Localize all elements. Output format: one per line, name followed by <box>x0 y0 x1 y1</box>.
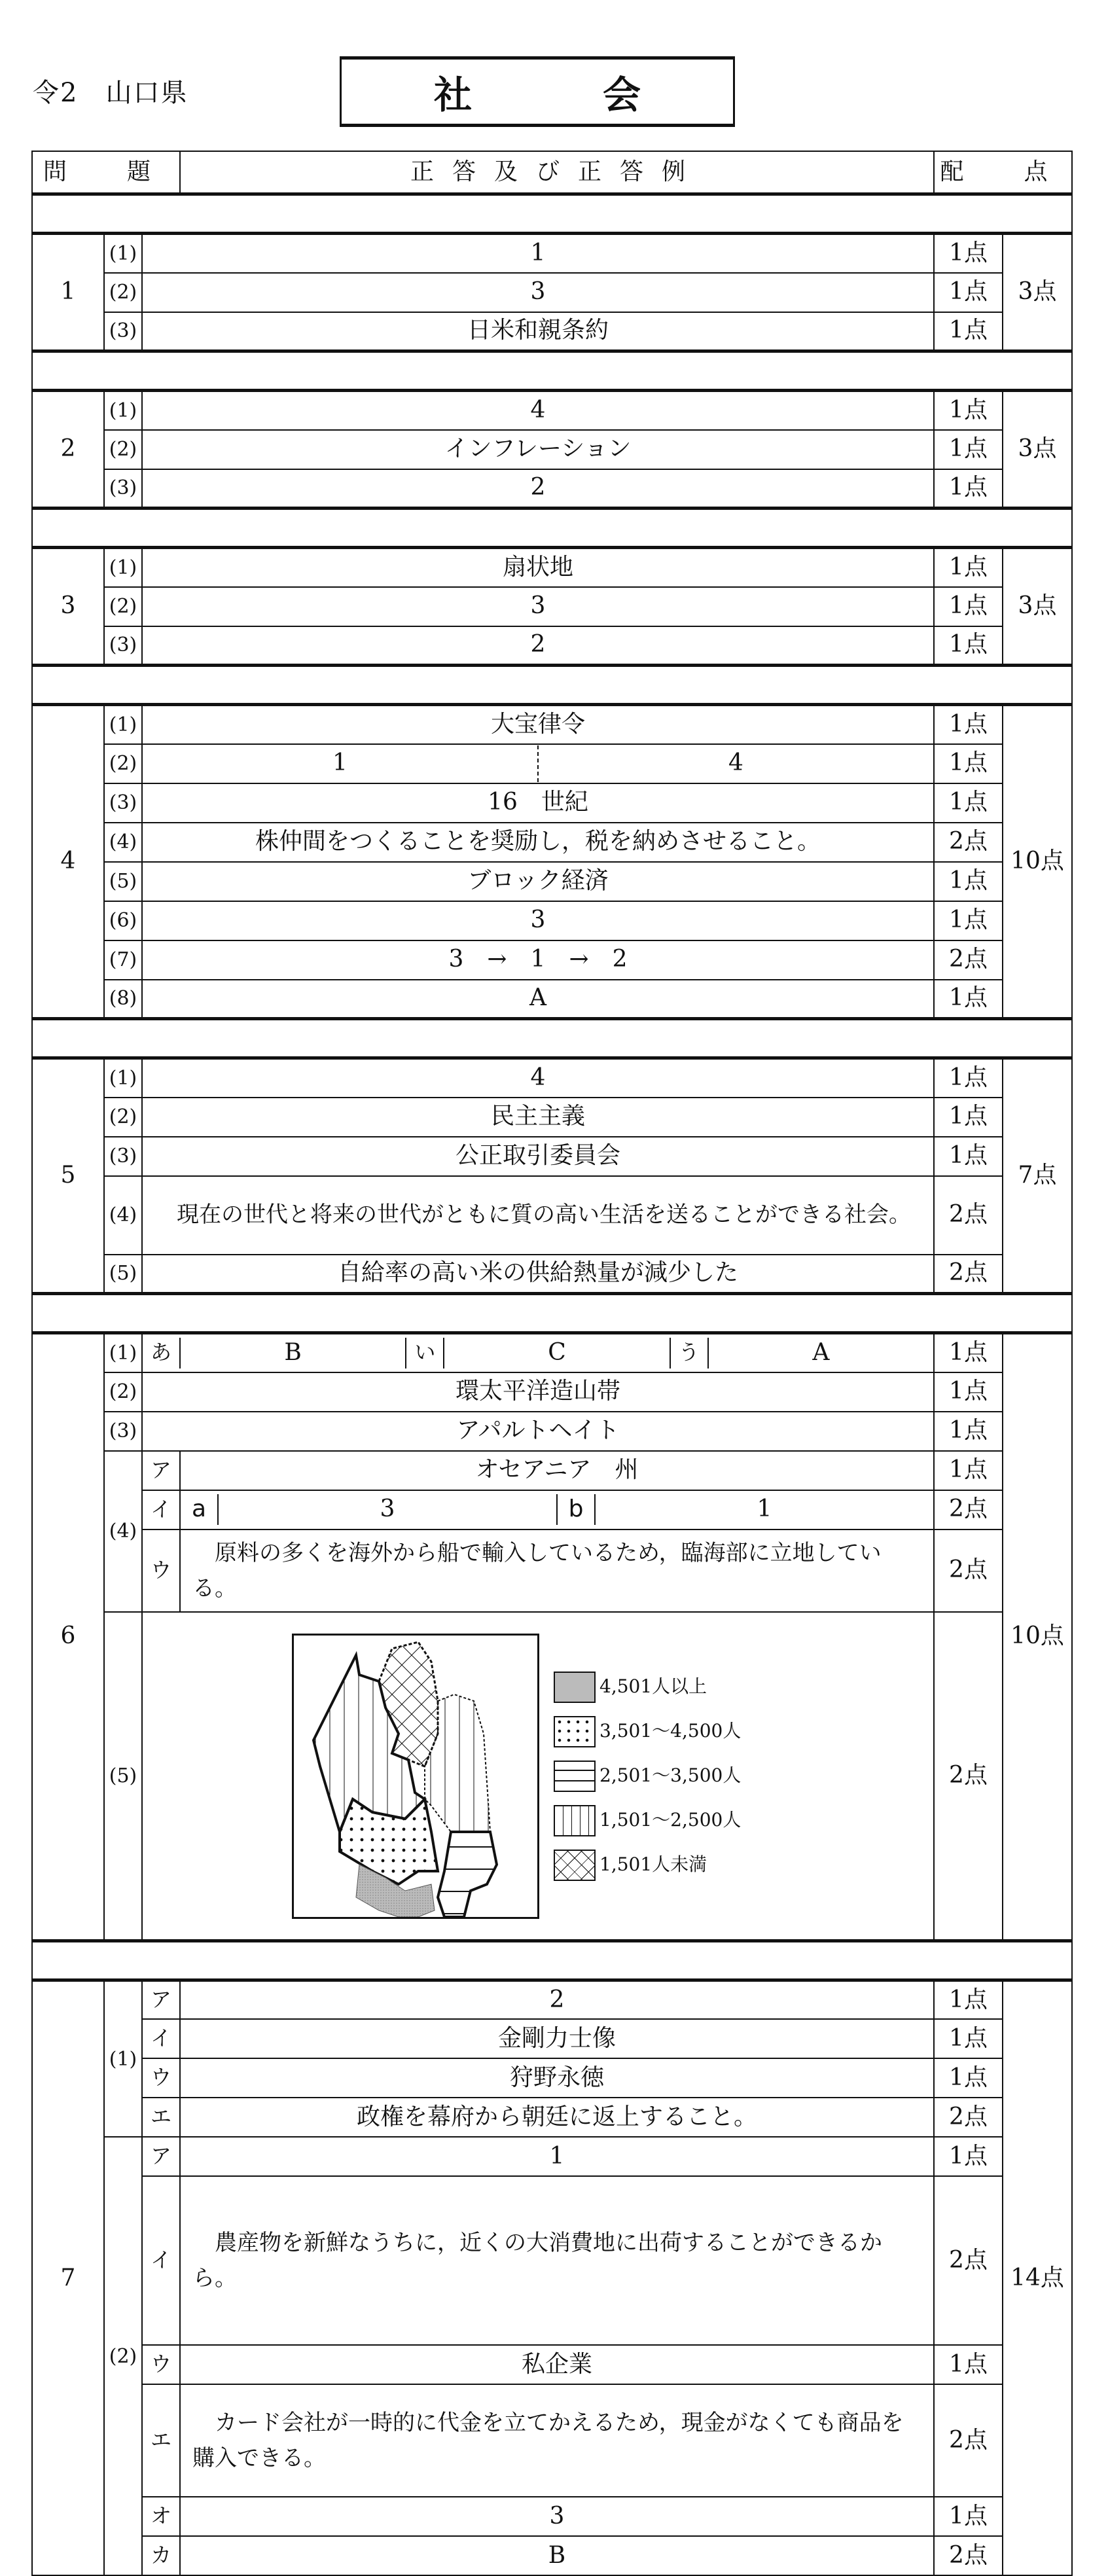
points-cell: 2点 <box>934 1176 1003 1255</box>
points-cell: 2点 <box>934 1530 1003 1613</box>
answer-cell: アパルトヘイト <box>142 1412 934 1451</box>
points-cell: 2点 <box>934 2384 1003 2497</box>
points-cell: 1点 <box>934 2058 1003 2098</box>
answer-cell: 3 <box>142 587 934 626</box>
exam-year-prefecture: 令2 山口県 <box>33 78 188 108</box>
table-row <box>32 705 1072 744</box>
legend-label: 4,501人以上 <box>599 1675 707 1698</box>
sub-question: (8) <box>104 980 142 1019</box>
sub-question: (2) <box>104 587 142 626</box>
legend-item <box>554 1672 741 1703</box>
answer-cell: 農産物を新鮮なうちに，近くの大消費地に出荷することができるから。 <box>180 2176 934 2345</box>
sub-question: (2) <box>104 744 142 783</box>
table-row <box>32 1372 1072 1412</box>
points-cell: 1点 <box>934 234 1003 273</box>
points-cell: 2点 <box>934 1490 1003 1530</box>
sub-label: ア <box>142 1980 180 2019</box>
sub-question: (3) <box>104 1137 142 1176</box>
table-row <box>32 1176 1072 1255</box>
sub-question: (3) <box>104 783 142 823</box>
answer-cell: A <box>142 980 934 1019</box>
sub-question: (2) <box>104 1372 142 1412</box>
sub-label: ウ <box>142 2345 180 2384</box>
header-points: 配 点 <box>934 151 1072 194</box>
label-u: う <box>671 1338 709 1368</box>
sub-question: (5) <box>104 1255 142 1294</box>
legend-label: 3,501～4,500人 <box>599 1720 742 1742</box>
points-cell: 1点 <box>934 1058 1003 1098</box>
sub-question: (4) <box>104 1451 142 1613</box>
points-cell: 2点 <box>934 1255 1003 1294</box>
answer-cell: 金剛力士像 <box>180 2019 934 2058</box>
answer-cell: 4 <box>142 391 934 430</box>
sub-label: エ <box>142 2098 180 2137</box>
table-row <box>32 1530 1072 1613</box>
answer-cell: インフレーション <box>142 430 934 469</box>
table-header-row <box>32 151 1072 194</box>
sub-question: (2) <box>104 1098 142 1137</box>
table-row <box>32 901 1072 940</box>
sub-question: (1) <box>104 391 142 430</box>
table-row <box>32 469 1072 509</box>
table-row <box>32 2345 1072 2384</box>
answer-cell: 原料の多くを海外から船で輸入しているため，臨海部に立地している。 <box>180 1530 934 1613</box>
answer-cell: 環太平洋造山帯 <box>142 1372 934 1412</box>
points-cell: 1点 <box>934 548 1003 587</box>
table-row <box>32 1490 1072 1530</box>
legend-label: 1,501～2,500人 <box>599 1809 742 1831</box>
table-row <box>32 2176 1072 2345</box>
points-cell: 1点 <box>934 783 1003 823</box>
question-number: 3 <box>32 548 104 666</box>
answer-left: 1 <box>332 749 348 777</box>
header-question: 問 題 <box>32 151 180 194</box>
answer-right: 4 <box>728 749 743 777</box>
value-i: C <box>444 1338 670 1368</box>
map-figure <box>292 1634 539 1919</box>
sub-question: (2) <box>104 430 142 469</box>
points-cell: 1点 <box>934 862 1003 901</box>
region-horizontal <box>438 1832 497 1917</box>
kanto-population-map <box>294 1636 537 1917</box>
answer-cell: 1 <box>142 234 934 273</box>
answer-cell: 3 <box>142 901 934 940</box>
question-number: 4 <box>32 705 104 1019</box>
legend-swatch-vertical <box>554 1805 596 1836</box>
answer-cell: 私企業 <box>180 2345 934 2384</box>
answer-cell: 2 <box>142 626 934 666</box>
total-points: 3点 <box>1003 234 1072 351</box>
table-row <box>32 862 1072 901</box>
legend-swatch-crosshatch <box>554 1850 596 1881</box>
map-answer-cell <box>142 1612 934 1941</box>
table-row <box>32 1058 1072 1098</box>
sub-question: (5) <box>104 862 142 901</box>
sub-question: (1) <box>104 1333 142 1372</box>
points-cell: 1点 <box>934 705 1003 744</box>
legend-item <box>554 1716 741 1747</box>
answer-cell: ブロック経済 <box>142 862 934 901</box>
table-row <box>32 2137 1072 2176</box>
points-cell: 1点 <box>934 626 1003 666</box>
answer-cell: 扇状地 <box>142 548 934 587</box>
table-row <box>32 823 1072 862</box>
sub-question: (4) <box>104 823 142 862</box>
answer-cell: 2 <box>142 469 934 509</box>
answer-cell: B <box>180 2536 934 2575</box>
sub-question: (5) <box>104 1612 142 1941</box>
points-cell: 1点 <box>934 273 1003 312</box>
table-row <box>32 312 1072 351</box>
total-points: 10点 <box>1003 1333 1072 1941</box>
sub-question: (1) <box>104 548 142 587</box>
answer-cell: 2 <box>180 1980 934 2019</box>
points-cell: 2点 <box>934 940 1003 980</box>
legend-swatch-horizontal <box>554 1761 596 1792</box>
table-row <box>32 273 1072 312</box>
points-cell: 1点 <box>934 1980 1003 2019</box>
points-cell: 1点 <box>934 1098 1003 1137</box>
question-number: 1 <box>32 234 104 351</box>
sub-question: (3) <box>104 312 142 351</box>
table-row <box>32 783 1072 823</box>
points-cell: 1点 <box>934 312 1003 351</box>
points-cell: 1点 <box>934 1412 1003 1451</box>
points-cell: 1点 <box>934 980 1003 1019</box>
points-cell: 1点 <box>934 1451 1003 1490</box>
answer-cell: 自給率の高い米の供給熱量が減少した <box>142 1255 934 1294</box>
map-legend <box>554 1672 741 1881</box>
points-cell: 1点 <box>934 2019 1003 2058</box>
table-row <box>32 2497 1072 2536</box>
sub-question: (4) <box>104 1176 142 1255</box>
subject-title: 社会 <box>433 73 772 117</box>
total-points: 7点 <box>1003 1058 1072 1294</box>
table-row <box>32 548 1072 587</box>
value-a: 3 <box>219 1494 558 1525</box>
sub-question: (3) <box>104 469 142 509</box>
points-cell: 2点 <box>934 2176 1003 2345</box>
answer-cell: 公正取引委員会 <box>142 1137 934 1176</box>
answer-cell: カード会社が一時的に代金を立てかえるため，現金がなくても商品を購入できる。 <box>180 2384 934 2497</box>
table-row <box>32 980 1072 1019</box>
sub-question: (1) <box>104 705 142 744</box>
points-cell: 1点 <box>934 1137 1003 1176</box>
points-cell: 1点 <box>934 430 1003 469</box>
value-a: B <box>181 1338 406 1368</box>
table-row <box>32 744 1072 783</box>
sub-question: (3) <box>104 626 142 666</box>
points-cell: 1点 <box>934 1333 1003 1372</box>
table-row <box>32 391 1072 430</box>
sub-label: オ <box>142 2497 180 2536</box>
answer-cell: 1 <box>180 2137 934 2176</box>
question-number: 2 <box>32 391 104 509</box>
sub-question: (3) <box>104 1412 142 1451</box>
points-cell: 2点 <box>934 1612 1003 1941</box>
sub-label: イ <box>142 2019 180 2058</box>
answer-cell: オセアニア 州 <box>180 1451 934 1490</box>
answer-cell: 4 <box>142 1058 934 1098</box>
sub-question: (1) <box>104 1058 142 1098</box>
points-cell: 1点 <box>934 469 1003 509</box>
answer-cell: 大宝律令 <box>142 705 934 744</box>
sub-question: (1) <box>104 1980 142 2137</box>
answer-cell: 16 世紀 <box>142 783 934 823</box>
points-cell: 1点 <box>934 2497 1003 2536</box>
legend-swatch-shaded <box>554 1672 596 1703</box>
sub-label: ウ <box>142 1530 180 1613</box>
table-row <box>32 2058 1072 2098</box>
points-cell: 2点 <box>934 823 1003 862</box>
answer-cell: 政権を幕府から朝廷に返上すること。 <box>180 2098 934 2137</box>
table-row <box>32 1980 1072 2019</box>
total-points: 14点 <box>1003 1980 1072 2575</box>
table-row <box>32 2019 1072 2058</box>
points-cell: 1点 <box>934 901 1003 940</box>
sub-label: イ <box>142 2176 180 2345</box>
answer-cell: 現在の世代と将来の世代がともに質の高い生活を送ることができる社会。 <box>142 1176 934 1255</box>
sub-label: ウ <box>142 2058 180 2098</box>
table-row <box>32 1451 1072 1490</box>
value-b: 1 <box>757 1495 772 1523</box>
legend-label: 1,501人未満 <box>599 1853 707 1876</box>
question-number: 5 <box>32 1058 104 1294</box>
answer-cell-split <box>142 744 934 783</box>
table-row <box>32 1333 1072 1372</box>
table-row <box>32 1137 1072 1176</box>
sub-question: (7) <box>104 940 142 980</box>
points-cell: 1点 <box>934 1372 1003 1412</box>
sub-label: ア <box>142 2137 180 2176</box>
table-row <box>32 587 1072 626</box>
sub-label: ア <box>142 1451 180 1490</box>
answer-cell: 株仲間をつくることを奨励し，税を納めさせること。 <box>142 823 934 862</box>
sub-question: (2) <box>104 2137 142 2575</box>
total-points: 10点 <box>1003 705 1072 1019</box>
answer-cell-multi <box>142 1333 934 1372</box>
label-a: a <box>181 1494 219 1525</box>
answer-cell: 日米和親条約 <box>142 312 934 351</box>
label-b: b <box>558 1494 596 1525</box>
header-answer: 正答及び正答例 <box>180 151 934 194</box>
subject-title-box <box>340 56 772 127</box>
table-row <box>32 1255 1072 1294</box>
points-cell: 1点 <box>934 2345 1003 2384</box>
value-u: A <box>812 1338 830 1366</box>
sub-label: カ <box>142 2536 180 2575</box>
answer-cell: 民主主義 <box>142 1098 934 1137</box>
legend-label: 2,501～3,500人 <box>599 1764 742 1787</box>
legend-item <box>554 1850 741 1881</box>
legend-item <box>554 1761 741 1792</box>
legend-swatch-dots <box>554 1716 596 1747</box>
sub-label: イ <box>142 1490 180 1530</box>
table-row <box>32 2536 1072 2575</box>
answer-cell-multi <box>180 1490 934 1530</box>
answer-cell: 3 → 1 → 2 <box>142 940 934 980</box>
table-row <box>32 234 1072 273</box>
label-i: い <box>406 1338 444 1368</box>
answer-cell: 3 <box>142 273 934 312</box>
question-number: 6 <box>32 1333 104 1941</box>
question-number: 7 <box>32 1980 104 2575</box>
legend-item <box>554 1805 741 1836</box>
table-row <box>32 626 1072 666</box>
table-row <box>32 1612 1072 1941</box>
label-a: あ <box>143 1338 181 1368</box>
sub-label: エ <box>142 2384 180 2497</box>
table-row <box>32 2098 1072 2137</box>
points-cell: 2点 <box>934 2536 1003 2575</box>
table-row <box>32 1412 1072 1451</box>
answer-cell: 3 <box>180 2497 934 2536</box>
points-cell: 2点 <box>934 2098 1003 2137</box>
total-points: 3点 <box>1003 391 1072 509</box>
table-row <box>32 430 1072 469</box>
table-row <box>32 940 1072 980</box>
sub-question: (2) <box>104 273 142 312</box>
points-cell: 1点 <box>934 2137 1003 2176</box>
sub-question: (6) <box>104 901 142 940</box>
points-cell: 1点 <box>934 391 1003 430</box>
total-points: 3点 <box>1003 548 1072 666</box>
points-cell: 1点 <box>934 587 1003 626</box>
points-cell: 1点 <box>934 744 1003 783</box>
answer-table <box>31 151 1073 2576</box>
table-row <box>32 1098 1072 1137</box>
table-row <box>32 2384 1072 2497</box>
sub-question: (1) <box>104 234 142 273</box>
answer-cell: 狩野永徳 <box>180 2058 934 2098</box>
